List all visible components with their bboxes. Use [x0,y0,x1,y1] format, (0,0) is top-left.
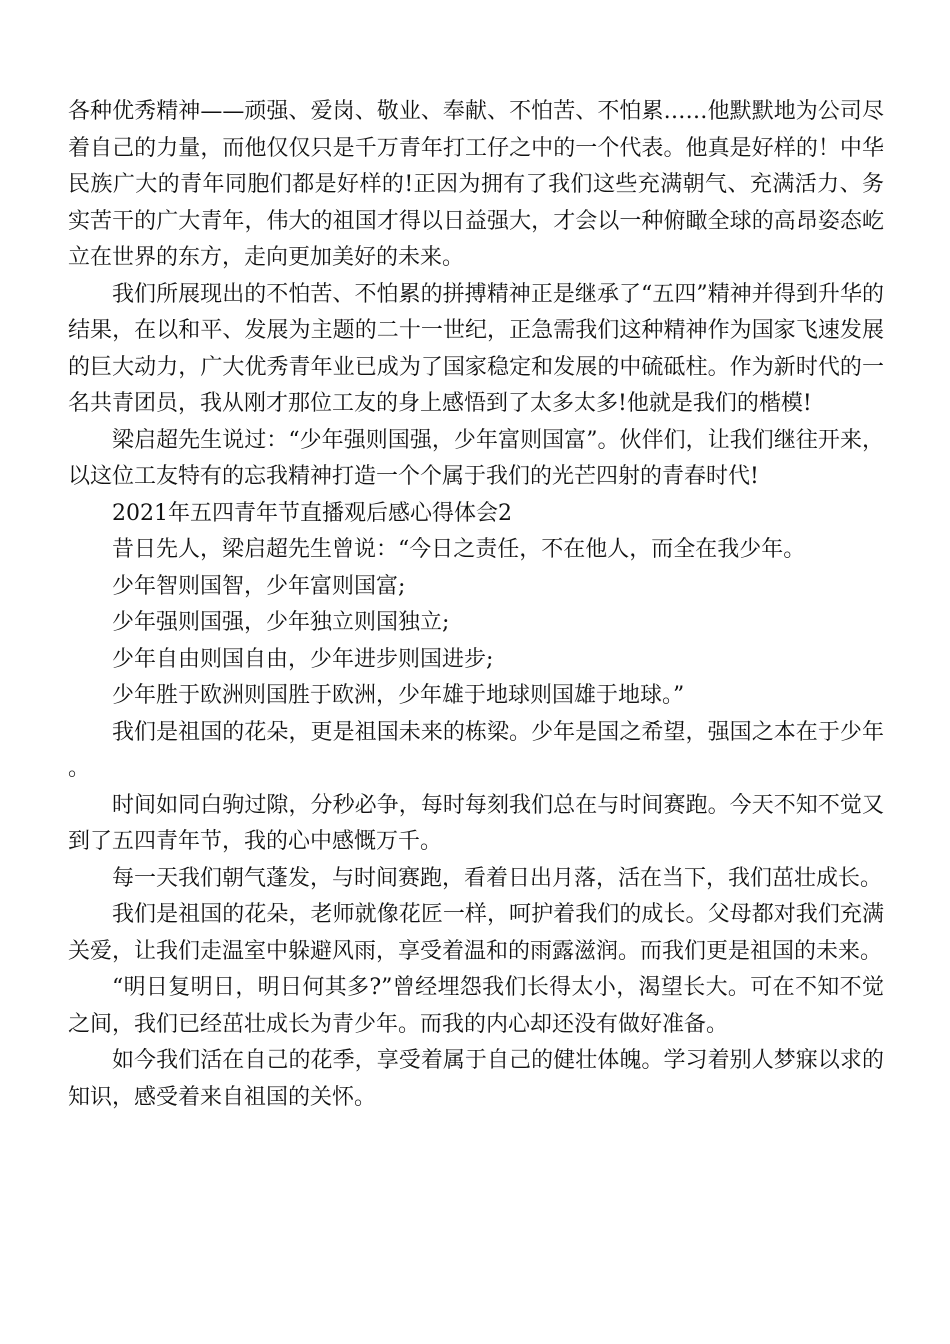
paragraph: 昔日先人，梁启超先生曾说：“今日之责任，不在他人，而全在我少年。 [112,537,806,562]
paragraph: 各种优秀精神——顽强、爱岗、敬业、奉献、不怕苦、不怕累……他默默地为公司尽着自己的力量，而他仅仅只是千万青年打工仔之中的一个代表。他真是好样的！中华民族广大的青年同胞们都是好样的!正因为拥有了我们这些充满朝气、充满活力、务实苦干的广大青年，伟大的祖国才得以日益强大，才会以一种俯瞰全球的高昂姿态屹立在世界的东方，走向更加美好的未来。 [68,99,884,270]
paragraph: 如今我们活在自己的花季，享受着属于自己的健壮体魄。学习着别人梦寐以求的知识，感受着来自祖国的关怀。 [68,1048,884,1110]
quote-line: 少年自由则国自由，少年进步则国进步; [112,646,494,672]
paragraph: 梁启超先生说过：“少年强则国强，少年富则国富”。伙伴们，让我们继往开来，以这位工友特有的忘我精神打造一个个属于我们的光芒四射的青春时代! [68,427,884,489]
quote-line: 少年智则国智，少年富则国富; [112,573,406,599]
quote-line: 少年胜于欧洲则国胜于欧洲，少年雄于地球则国雄于地球。” [112,683,685,708]
section-heading: 2021年五四青年节直播观后感心得体会2 [112,500,512,526]
paragraph: 每一天我们朝气蓬发，与时间赛跑，看着日出月落，活在当下，我们茁壮成长。 [112,865,883,891]
paragraph: 我们是祖国的花朵，更是祖国未来的栋梁。少年是国之希望，强国之本在于少年。 [68,719,884,781]
document-body [68,94,884,1116]
paragraph: 我们所展现出的不怕苦、不怕累的拼搏精神正是继承了“五四”精神并得到升华的结果，在以和平、发展为主题的二十一世纪，正急需我们这种精神作为国家飞速发展的巨大动力，广大优秀青年业已成为了国家稳定和发展的中硫砥柱。作为新时代的一名共青团员，我从刚才那位工友的身上感悟到了太多太多!他就是我们的楷模! [68,281,884,416]
paragraph: “明日复明日，明日何其多?”曾经埋怨我们长得太小，渴望长大。可在不知不觉之间，我们已经茁壮成长为青少年。而我的内心却还没有做好准备。 [68,975,884,1037]
paragraph: 我们是祖国的花朵，老师就像花匠一样，呵护着我们的成长。父母都对我们充满关爱，让我们走温室中躲避风雨，享受着温和的雨露滋润。而我们更是祖国的未来。 [68,902,884,964]
paragraph: 时间如同白驹过隙，分秒必争，每时每刻我们总在与时间赛跑。今天不知不觉又到了五四青年节，我的心中感慨万千。 [68,792,884,854]
quote-line: 少年强则国强，少年独立则国独立; [112,610,450,635]
